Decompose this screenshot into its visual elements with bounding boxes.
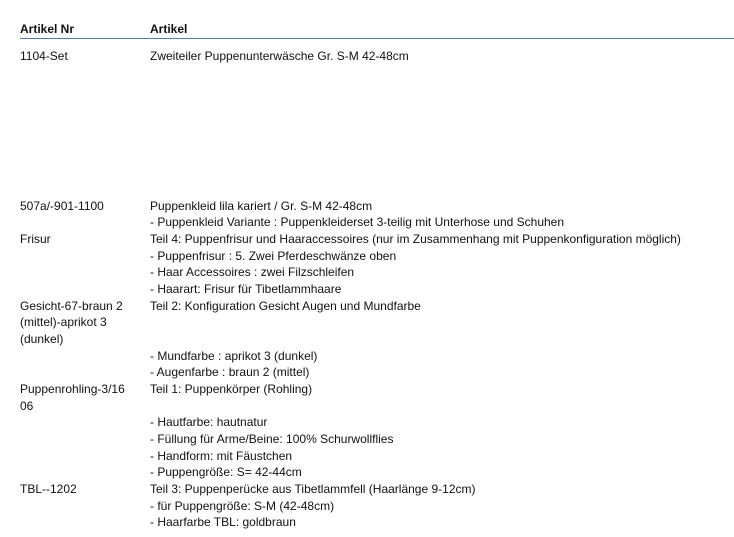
header-artikel-nr: Artikel Nr <box>20 22 75 36</box>
row-nr: Puppenrohling-3/16 <box>20 382 125 396</box>
row-artikel: Teil 2: Konfiguration Gesicht Augen und Mundfarbe <box>150 299 421 313</box>
row-artikel: - für Puppengröße: S-M (42-48cm) <box>150 499 335 513</box>
row-artikel: - Haar Accessoires : zwei Filzschleifen <box>150 265 355 279</box>
row-artikel: Teil 1: Puppenkörper (Rohling) <box>150 382 313 396</box>
row-artikel: - Puppenfrisur : 5. Zwei Pferdeschwänze oben <box>150 249 397 263</box>
row-artikel: - Hautfarbe: hautnatur <box>150 415 268 429</box>
row-artikel: - Handform: mit Fäustchen <box>150 449 293 463</box>
header-artikel: Artikel <box>150 22 188 36</box>
row-nr: (mittel)-aprikot 3 <box>20 315 107 329</box>
row-artikel: - Haarart: Frisur für Tibetlammhaare <box>150 282 342 296</box>
row-nr: 1104-Set <box>20 49 68 63</box>
table-header <box>20 22 734 39</box>
row-artikel: - Mundfarbe : aprikot 3 (dunkel) <box>150 349 318 363</box>
row-artikel: - Haarfarbe TBL: goldbraun <box>150 515 296 529</box>
row-artikel: Teil 4: Puppenfrisur und Haaraccessoires (nur im Zusammenhang mit Puppenkonfiguration möglich) <box>150 232 681 246</box>
row-artikel: Teil 3: Puppenperücke aus Tibetlammfell (Haarlänge 9-12cm) <box>150 482 476 496</box>
row-artikel: - Füllung für Arme/Beine: 100% Schurwollflies <box>150 432 394 446</box>
row-nr: Gesicht-67-braun 2 <box>20 299 123 313</box>
row-nr: 06 <box>20 399 34 413</box>
row-artikel: - Augenfarbe : braun 2 (mittel) <box>150 365 310 379</box>
row-nr: (dunkel) <box>20 332 64 346</box>
row-artikel: - Puppenkleid Variante : Puppenkleiderset 3-teilig mit Unterhose und Schuhen <box>150 215 565 229</box>
row-nr: TBL--1202 <box>20 482 77 496</box>
row-nr: 507a/-901-1100 <box>20 199 104 213</box>
row-nr: Frisur <box>20 232 51 246</box>
row-artikel: - Puppengröße: S= 42-44cm <box>150 465 302 479</box>
row-artikel: Zweiteiler Puppenunterwäsche Gr. S-M 42-48cm <box>150 49 409 63</box>
row-artikel: Puppenkleid lila kariert / Gr. S-M 42-48cm <box>150 199 373 213</box>
